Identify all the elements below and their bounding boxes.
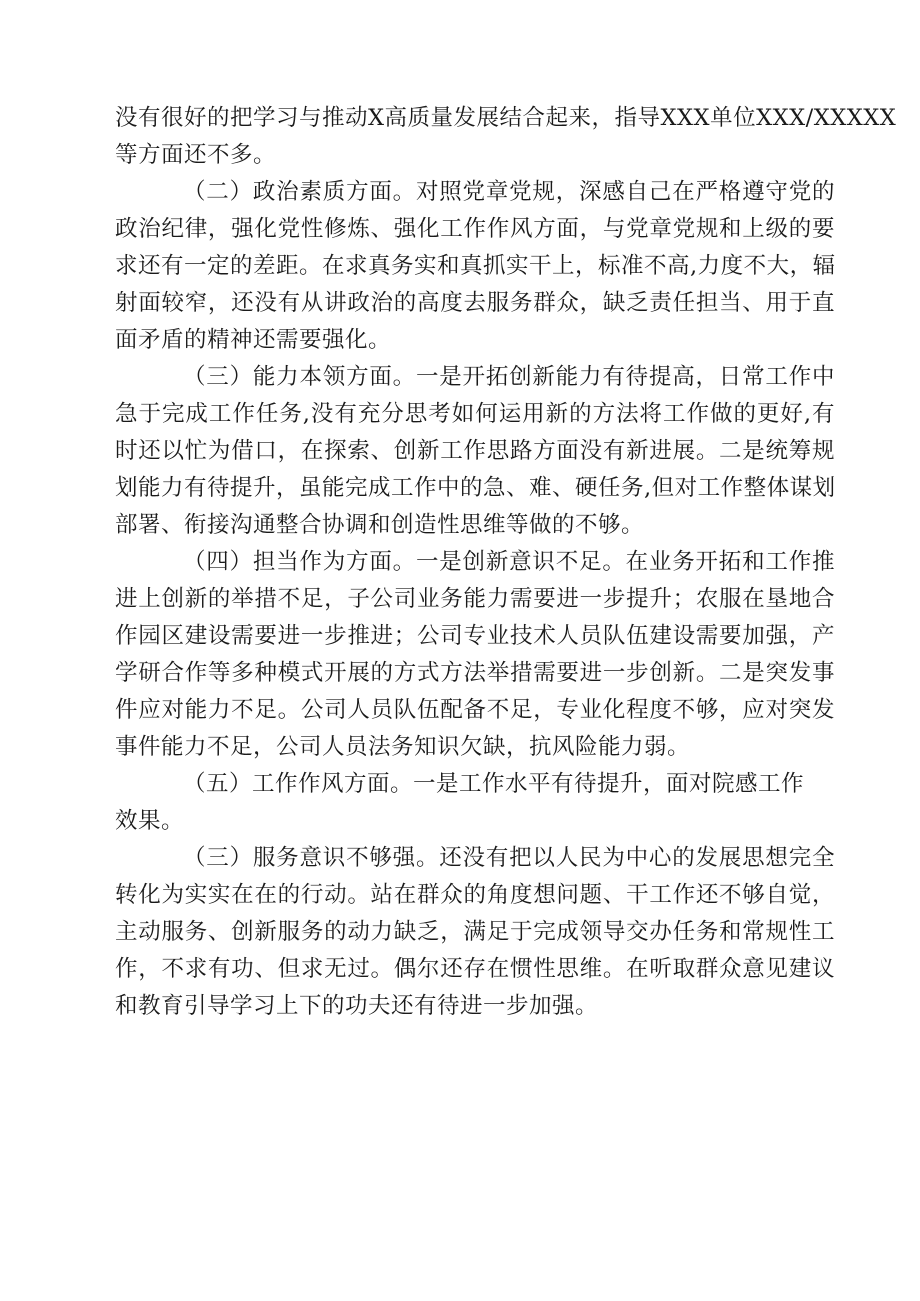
text-line: 进上创新的举措不足，子公司业务能力需要进一步提升；农服在垦地合 (115, 586, 835, 612)
text-line: 事件能力不足，公司人员法务知识欠缺，抗风险能力弱。 (115, 734, 691, 760)
text-line: 部署、衔接沟通整合协调和创造性思维等做的不够。 (115, 512, 645, 538)
text-line: 急于完成工作任务,没有充分思考如何运用新的方法将工作做的更好,有 (115, 401, 835, 427)
text-line: 主动服务、创新服务的动力缺乏，满足于完成领导交办任务和常规性工 (115, 919, 835, 945)
paragraph-responsibility (115, 544, 835, 766)
text-line: 件应对能力不足。公司人员队伍配备不足，专业化程度不够，应对突发 (115, 697, 835, 723)
text-line: 效果。 (115, 808, 185, 834)
text-line: 作园区建设需要进一步推进；公司专业技术人员队伍建设需要加强，产 (115, 623, 835, 649)
paragraph-political-quality (115, 174, 835, 359)
paragraph-ability (115, 359, 835, 544)
text-line: 划能力有待提升，虽能完成工作中的急、难、硬任务,但对工作整体谋划 (115, 475, 836, 501)
text-line: 学研合作等多种模式开展的方式方法举措需要进一步创新。二是突发事 (115, 660, 835, 686)
paragraph-continuation (115, 100, 897, 174)
text-line: 面矛盾的精神还需要强化。 (115, 327, 392, 353)
text-line: （四）担当作为方面。一是创新意识不足。在业务开拓和工作推 (183, 549, 835, 575)
paragraph-service-awareness (115, 840, 835, 1025)
text-line: 作，不求有功、但求无过。偶尔还存在惯性思维。在听取群众意见建议 (115, 956, 835, 982)
text-line: （三）能力本领方面。一是开拓创新能力有待提高，日常工作中 (183, 364, 835, 390)
text-line: 射面较窄，还没有从讲政治的高度去服务群众，缺乏责任担当、用于直 (115, 290, 835, 316)
text-line: 政治纪律，强化党性修炼、强化工作作风方面，与党章党规和上级的要 (115, 216, 835, 242)
text-line: 和教育引导学习上下的功夫还有待进一步加强。 (115, 993, 599, 1019)
text-line: 没有很好的把学习与推动X高质量发展结合起来，指导XXX单位XXX/XXXXX (115, 105, 897, 131)
document-body (115, 100, 897, 1025)
text-line: 等方面还不多。 (115, 142, 277, 168)
paragraph-work-style (115, 766, 835, 840)
text-line: （二）政治素质方面。对照党章党规，深感自己在严格遵守党的 (183, 179, 835, 205)
text-line: 时还以忙为借口，在探索、创新工作思路方面没有新进展。二是统筹规 (115, 438, 835, 464)
text-line: 求还有一定的差距。在求真务实和真抓实干上，标准不高,力度不大，辐 (115, 253, 836, 279)
text-line: （三）服务意识不够强。还没有把以人民为中心的发展思想完全 (183, 845, 835, 871)
text-line: （五）工作作风方面。一是工作水平有待提升，面对院感工作 (183, 771, 805, 797)
text-line: 转化为实实在在的行动。站在群众的角度想问题、干工作还不够自觉， (115, 882, 835, 908)
